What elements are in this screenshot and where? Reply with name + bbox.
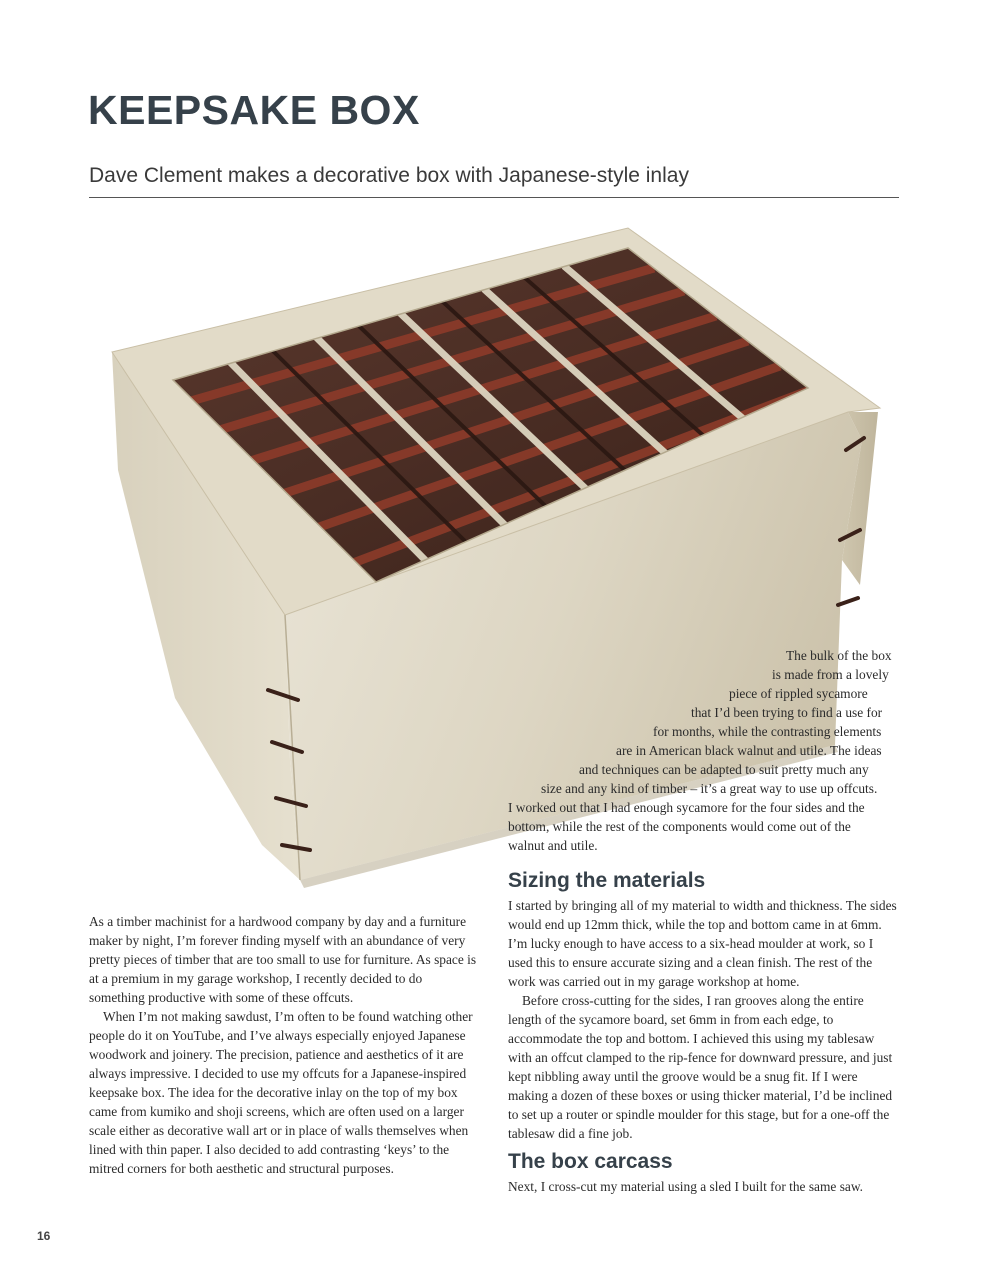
section-heading: The box carcass (508, 1150, 673, 1173)
body-paragraph: I started by bringing all of my material to width and thickness. The sides would end up 12mm thick, while the top and bottom came in at 6mm. I’m lucky enough to have access to a six-head moulder at work, so I used this to ensure accurate sizing and a clean finish. The rest of the work was carried out in my garage workshop at home. (508, 898, 897, 989)
right-column (508, 868, 900, 1196)
body-paragraph: Next, I cross-cut my material using a sled I built for the same saw. (508, 1179, 864, 1194)
caption-line: are in American black walnut and utile. The ideas (616, 743, 882, 758)
body-paragraph: As a timber machinist for a hardwood company by day and a furniture maker by night, I’m forever finding myself with an abundance of very pretty pieces of timber that are too small to use for furniture. As space is at a premium in my garage workshop, I recently decided to do something productive with some of these offcuts. (89, 914, 477, 1005)
article-subtitle: Dave Clement makes a decorative box with Japanese-style inlay (89, 164, 689, 187)
caption-line: for months, while the contrasting elements (653, 724, 882, 739)
article-title: KEEPSAKE BOX (88, 87, 420, 133)
caption-line: I worked out that I had enough sycamore for the four sides and the (508, 800, 865, 815)
caption-line: that I’d been trying to find a use for (691, 705, 883, 720)
section-heading: Sizing the materials (508, 869, 706, 892)
body-paragraph: When I’m not making sawdust, I’m often to be found watching other people do it on YouTube, and I’ve always especially enjoyed Japanese woodwork and joinery. The precision, patience and aesthetics of it are always impressive. I decided to use my offcuts for a Japanese-inspired keepsake box. The idea for the decorative inlay on the top of my box came from kumiko and shoji screens, which are often used on a larger scale either as decorative wall art or in place of walls themselves when lined with thin paper. I also decided to add contrasting ‘keys’ to the mitred corners for both aesthetic and structural purposes. (89, 1009, 473, 1176)
caption-line: and techniques can be adapted to suit pretty much any (579, 762, 869, 777)
page-number: 16 (37, 1229, 51, 1243)
caption-line: size and any kind of timber – it’s a great way to use up offcuts. (541, 781, 878, 796)
body-paragraph: Before cross-cutting for the sides, I ran grooves along the entire length of the sycamore board, set 6mm in from each edge, to accommodate the top and bottom. I achieved this using my tablesaw with an offcut clamped to the rip-fence for downward pressure, and just kept nibbling away until the groove would be a snug fit. If I were making a dozen of these boxes or using thicker material, I’d be inclined to set up a router or spindle moulder for this stage, but for a one-off the tablesaw did a fine job. (508, 993, 893, 1141)
caption-line: bottom, while the rest of the components would come out of the (508, 819, 851, 834)
photo-caption (440, 646, 900, 855)
left-column (89, 912, 477, 1178)
caption-line: is made from a lovely (772, 667, 889, 682)
caption-line: piece of rippled sycamore (729, 686, 868, 701)
caption-line: The bulk of the box (786, 648, 892, 663)
caption-line: walnut and utile. (508, 838, 598, 853)
